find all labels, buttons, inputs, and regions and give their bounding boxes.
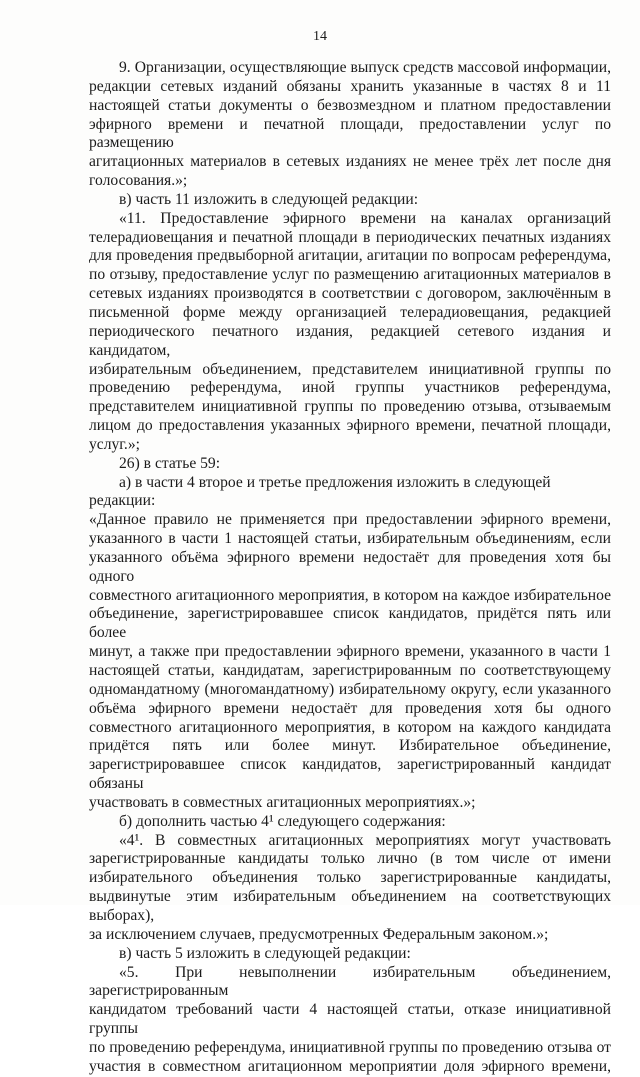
text-line: настоящей статьи, кандидатам, зарегистрированным по соответствующему xyxy=(89,662,611,679)
text-line: указанного в части 1 настоящей статьи, избирательным объединениям, если xyxy=(89,530,611,548)
text-line: голосования.»; xyxy=(89,172,188,190)
text-line: для проведения предвыборной агитации, агитации по вопросам референдума, xyxy=(89,247,611,265)
text-line: одномандатному (многомандатному) избирательному округу, если указанного xyxy=(89,680,611,698)
paragraph: «11. Предоставление эфирного времени на каналах организаций xyxy=(119,209,611,227)
paragraph: 9. Организации, осуществляющие выпуск средств массовой информации, xyxy=(119,59,611,76)
text-line: по проведению референдума, инициативной группы по проведению отзыва от xyxy=(89,1038,611,1056)
text-line: кандидатом требований части 4 настоящей статьи, отказе инициативной группы xyxy=(89,1001,611,1038)
text-line: за исключением случаев, предусмотренных Федеральным законом.»; xyxy=(89,925,549,943)
paragraph: б) дополнить частью 4¹ следующего содержания: xyxy=(119,812,446,830)
text-line: избирательным объединением, представителем инициативной группы по xyxy=(89,360,611,378)
text-line: выдвинутые этим избирательным объединением на соответствующих выборах), xyxy=(89,888,611,924)
page-number: 14 xyxy=(313,29,327,44)
text-line: лицом до предоставления указанных эфирного времени, печатной площади, xyxy=(89,417,611,435)
text-line: совместного агитационного мероприятия, в котором на каждого кандидата xyxy=(89,718,611,736)
paragraph: в) часть 11 изложить в следующей редакции: xyxy=(119,190,419,208)
text-line: избирательного объединения только зарегистрированные кандидаты, xyxy=(89,869,611,887)
text-line: эфирного времени и печатной площади, предоставлении услуг по размещению xyxy=(89,115,611,152)
text-line: участвовать в совместных агитационных мероприятиях.»; xyxy=(89,793,476,811)
text-line: редакции сетевых изданий обязаны хранить указанные в частях 8 и 11 xyxy=(89,77,611,95)
text-line: совместного агитационного мероприятия, в котором на каждое избирательное xyxy=(89,586,611,604)
paragraph: а) в части 4 второе и третье предложения изложить в следующей редакции: xyxy=(89,473,551,510)
text-line: указанного объёма эфирного времени недостаёт для проведения хотя бы одного xyxy=(89,548,611,585)
text-line: объёма эфирного времени недостаёт для проведения хотя бы одного xyxy=(89,699,611,717)
text-line: участия в совместном агитационном мероприятии доля эфирного времени, xyxy=(89,1057,611,1075)
text-line: услуг.»; xyxy=(89,435,140,453)
text-line: письменной форме между организацией телерадиовещания, редакцией xyxy=(89,303,611,321)
text-line: агитационных материалов в сетевых изданиях не менее трёх лет после дня xyxy=(89,153,611,171)
text-line: телерадиовещания и печатной площади в периодических печатных изданиях xyxy=(89,228,611,246)
text-line: зарегистрированные кандидаты только лично (в том числе от имени xyxy=(89,850,611,868)
text-line: объединение, зарегистрировавшее список кандидатов, придётся пять или более xyxy=(89,605,611,642)
text-line: минут, а также при предоставлении эфирного времени, указанного в части 1 xyxy=(89,643,611,661)
paragraph: в) часть 5 изложить в следующей редакции: xyxy=(119,944,411,962)
paragraph: «Данное правило не применяется при предоставлении эфирного времени, xyxy=(89,511,611,529)
text-line: представителем инициативной группы по проведению отзыва, отзываемым xyxy=(89,398,611,416)
text-line: настоящей статьи документы о безвозмездном и платном предоставлении xyxy=(89,96,611,114)
paragraph: «4¹. В совместных агитационных мероприятиях могут участвовать xyxy=(119,831,611,849)
text-line: зарегистрировавшее список кандидатов, зарегистрированный кандидат обязаны xyxy=(89,756,611,793)
text-line: сетевых изданиях производятся в соответствии с договором, заключённым в xyxy=(89,285,611,303)
paragraph: 26) в статье 59: xyxy=(119,454,221,472)
text-line: придётся пять или более минут. Избирательное объединение, xyxy=(89,737,611,755)
text-line: по отзыву, предоставление услуг по размещению агитационных материалов в xyxy=(89,266,611,284)
text-line: проведению референдума, иной группы участников референдума, xyxy=(89,379,611,397)
paragraph: «5. При невыполнении избирательным объединением, зарегистрированным xyxy=(89,963,611,1000)
body-text xyxy=(89,59,611,1077)
text-line: периодического печатного издания, редакцией сетевого издания и кандидатом, xyxy=(89,322,611,359)
